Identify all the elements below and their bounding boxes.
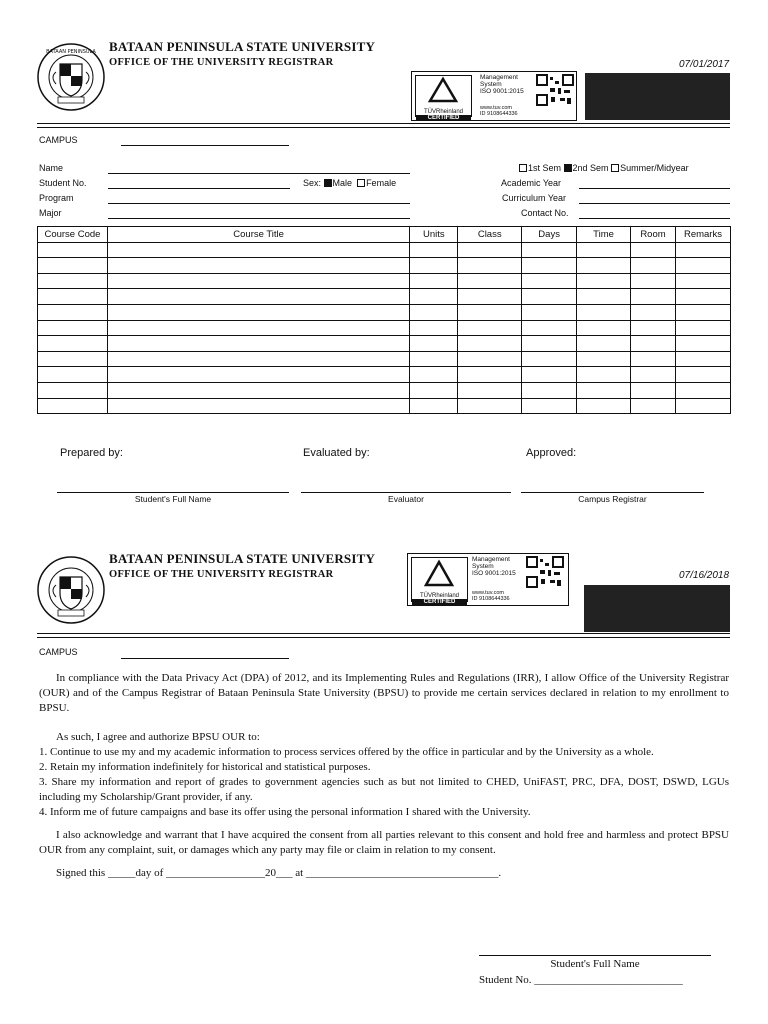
tuv-brand: TÜVRheinland [423,109,464,115]
table-cell[interactable] [675,289,730,305]
table-row [38,336,731,352]
certified-label: CERTIFIED [416,115,471,121]
triangle-icon [416,76,471,104]
table-cell[interactable] [631,382,676,398]
male-checkbox[interactable] [324,179,332,187]
table-cell[interactable] [38,289,108,305]
student-signature-line[interactable] [57,492,289,493]
table-cell[interactable] [38,351,108,367]
cert-text: Management System ISO 9001:2015 [472,556,516,577]
campus-label: CAMPUS [39,135,78,145]
table-cell[interactable] [577,320,631,336]
col-remarks: Remarks [675,227,730,243]
table-cell[interactable] [38,382,108,398]
table-cell[interactable] [522,242,577,258]
qr-code-icon [526,556,564,588]
semester-options: 1st Sem 2nd Sem Summer/Midyear [519,163,689,173]
form-date: 07/01/2017 [679,59,730,70]
evaluator-caption: Evaluator [388,494,424,504]
table-row [38,242,731,258]
consent-paragraph-1: In compliance with the Data Privacy Act (DPA) of 2012, and its Implementing Rules and Regulations (IRR), I allow Office of the University Registrar (OUR) and of the Campus Registrar of Bataan Peninsula State University (BPSU) to provide me certain services declared in relation to my enrollment to BPSU. [39,672,729,714]
table-cell[interactable] [458,336,522,352]
table-cell[interactable] [577,289,631,305]
table-row [38,258,731,274]
header-rule [37,123,730,124]
col-time: Time [577,227,631,243]
table-row [38,304,731,320]
student-no-field[interactable] [108,188,290,189]
header-rule [37,633,730,634]
table-cell[interactable] [410,242,458,258]
university-name: BATAAN PENINSULA STATE UNIVERSITY [109,39,376,54]
cert-text: Management System ISO 9001:2015 [480,74,524,95]
signed-line[interactable]: Signed this _____day of __________________20___ at ___________________________________. [56,867,502,879]
table-cell[interactable] [522,336,577,352]
university-name: BATAAN PENINSULA STATE UNIVERSITY [109,551,376,566]
table-cell[interactable] [577,242,631,258]
col-units: Units [410,227,458,243]
table-cell[interactable] [675,320,730,336]
sem2-checkbox[interactable] [564,164,572,172]
campus-registrar-caption: Campus Registrar [578,494,647,504]
table-cell[interactable] [522,273,577,289]
table-cell[interactable] [675,273,730,289]
name-field[interactable] [108,173,410,174]
table-cell[interactable] [522,289,577,305]
table-cell[interactable] [410,367,458,383]
col-class: Class [458,227,522,243]
svg-text:BATAAN PENINSULA: BATAAN PENINSULA [46,49,96,55]
form-date: 07/16/2018 [679,570,730,581]
student-signature-line[interactable] [479,955,711,956]
campus-field[interactable] [121,658,289,659]
female-checkbox[interactable] [357,179,365,187]
table-cell[interactable] [107,289,409,305]
evaluator-signature-line[interactable] [301,492,511,493]
table-row [38,367,731,383]
table-cell[interactable] [577,336,631,352]
header-rule-2 [37,127,730,128]
col-course-code: Course Code [38,227,108,243]
table-cell[interactable] [410,351,458,367]
table-row [38,398,731,414]
table-cell[interactable] [107,351,409,367]
evaluated-by-label: Evaluated by: [303,447,370,459]
tuv-brand: TÜVRheinland [419,593,460,599]
campus-field[interactable] [121,145,289,146]
table-cell[interactable] [107,398,409,414]
table-cell[interactable] [577,351,631,367]
table-cell[interactable] [38,367,108,383]
tuv-logo-icon [415,75,472,121]
table-cell[interactable] [38,258,108,274]
table-cell[interactable] [675,258,730,274]
table-cell[interactable] [107,304,409,320]
table-cell[interactable] [107,258,409,274]
table-cell[interactable] [577,382,631,398]
table-cell[interactable] [410,273,458,289]
academic-year-field[interactable] [579,188,730,189]
table-cell[interactable] [631,273,676,289]
table-cell[interactable] [631,367,676,383]
academic-year-label: Academic Year [501,178,562,188]
table-cell[interactable] [631,320,676,336]
table-cell[interactable] [107,273,409,289]
program-field[interactable] [108,203,410,204]
table-cell[interactable] [577,398,631,414]
consent-text [39,671,729,881]
table-cell[interactable] [522,398,577,414]
consent-paragraph-3: I also acknowledge and warrant that I have acquired the consent from all parties relevant to this consent and hold free and harmless and protect BPSU OUR from any complaint, suit, or damages which any party may file or claim in relation to my consent. [39,829,729,856]
table-cell[interactable] [38,320,108,336]
table-cell[interactable] [675,367,730,383]
consent-item-4: 4. Inform me of future campaigns and base its offer using the personal information I shared with the University. [39,806,531,818]
table-cell[interactable] [38,336,108,352]
office-name: OFFICE OF THE UNIVERSITY REGISTRAR [109,569,334,580]
table-cell[interactable] [631,289,676,305]
table-row [38,320,731,336]
table-cell[interactable] [458,273,522,289]
qr-code-icon [536,74,574,106]
table-cell[interactable] [38,398,108,414]
table-cell[interactable] [675,304,730,320]
sem1-checkbox[interactable] [519,164,527,172]
table-cell[interactable] [458,367,522,383]
table-cell[interactable] [522,367,577,383]
table-cell[interactable] [38,273,108,289]
prepared-by-label: Prepared by: [60,447,123,459]
cert-id: www.tuv.com ID 9108644336 [472,590,510,602]
table-cell[interactable] [675,351,730,367]
sex-label: Sex: Male Female [303,178,397,188]
table-cell[interactable] [107,320,409,336]
table-cell[interactable] [675,242,730,258]
table-cell[interactable] [458,242,522,258]
consent-item-3: 3. Share my information and report of grades to government agencies such as but not limited to CHED, UniFAST, PRC, DFA, DOST, DSWD, LGUs including my Scholarship/Grant provider, if any. [39,776,729,803]
table-cell[interactable] [631,242,676,258]
table-cell[interactable] [458,320,522,336]
table-cell[interactable] [631,398,676,414]
summer-checkbox[interactable] [611,164,619,172]
table-cell[interactable] [410,382,458,398]
registrar-signature-line[interactable] [521,492,704,493]
student-full-name-caption: Student's Full Name [134,494,212,504]
table-row [38,382,731,398]
major-label: Major [39,208,62,218]
course-table [37,226,731,414]
table-row [38,273,731,289]
iso-certificate-badge [407,553,569,606]
col-days: Days [522,227,577,243]
table-cell[interactable] [107,242,409,258]
iso-certificate-badge [411,71,577,121]
tuv-logo-icon [411,557,468,605]
table-cell[interactable] [522,351,577,367]
table-cell[interactable] [458,304,522,320]
table-row [38,351,731,367]
header-black-box [585,73,730,120]
table-cell[interactable] [107,336,409,352]
student-no-line[interactable]: Student No. ___________________________ [479,974,683,986]
office-name: OFFICE OF THE UNIVERSITY REGISTRAR [109,57,334,68]
certified-label: CERTIFIED [412,599,467,605]
table-cell[interactable] [410,398,458,414]
table-cell[interactable] [522,258,577,274]
approved-label: Approved: [526,447,577,459]
table-cell[interactable] [675,382,730,398]
table-cell[interactable] [522,382,577,398]
student-no-label: Student No. [39,178,87,188]
table-cell[interactable] [410,304,458,320]
table-cell[interactable] [410,336,458,352]
table-cell[interactable] [410,320,458,336]
col-course-title: Course Title [107,227,409,243]
curriculum-year-field[interactable] [579,203,730,204]
major-field[interactable] [108,218,410,219]
table-cell[interactable] [577,304,631,320]
curriculum-year-label: Curriculum Year [502,193,567,203]
table-header-row [38,227,731,243]
table-cell[interactable] [631,351,676,367]
contact-no-field[interactable] [579,218,730,219]
table-cell[interactable] [458,382,522,398]
consent-item-1: 1. Continue to use my and my academic information to process services offered by the office in particular and by the University as a whole. [39,746,654,758]
contact-no-label: Contact No. [521,208,569,218]
table-cell[interactable] [631,304,676,320]
table-cell[interactable] [675,398,730,414]
table-cell[interactable] [107,367,409,383]
col-room: Room [631,227,676,243]
table-cell[interactable] [577,273,631,289]
table-cell[interactable] [410,289,458,305]
table-cell[interactable] [38,242,108,258]
table-cell[interactable] [410,258,458,274]
table-cell[interactable] [675,336,730,352]
table-cell[interactable] [631,336,676,352]
program-label: Program [39,193,74,203]
header-black-box [584,585,730,632]
triangle-icon [412,558,467,588]
consent-item-2: 2. Retain my information indefinitely for historical and statistical purposes. [39,761,371,773]
table-cell[interactable] [38,304,108,320]
table-cell[interactable] [577,367,631,383]
table-cell[interactable] [458,258,522,274]
table-cell[interactable] [522,304,577,320]
header-rule-2 [37,637,730,638]
student-full-name-caption: Student's Full Name [550,958,640,970]
table-cell[interactable] [458,289,522,305]
table-cell[interactable] [631,258,676,274]
cert-id: www.tuv.com ID 9108644336 [480,105,518,117]
table-cell[interactable] [577,258,631,274]
table-cell[interactable] [458,351,522,367]
table-cell[interactable] [458,398,522,414]
university-seal-icon [36,555,106,625]
university-seal-icon [36,42,106,112]
table-row [38,289,731,305]
campus-label: CAMPUS [39,647,78,657]
table-cell[interactable] [522,320,577,336]
table-cell[interactable] [107,382,409,398]
consent-paragraph-2: As such, I agree and authorize BPSU OUR to: [56,731,260,743]
name-label: Name [39,163,64,173]
